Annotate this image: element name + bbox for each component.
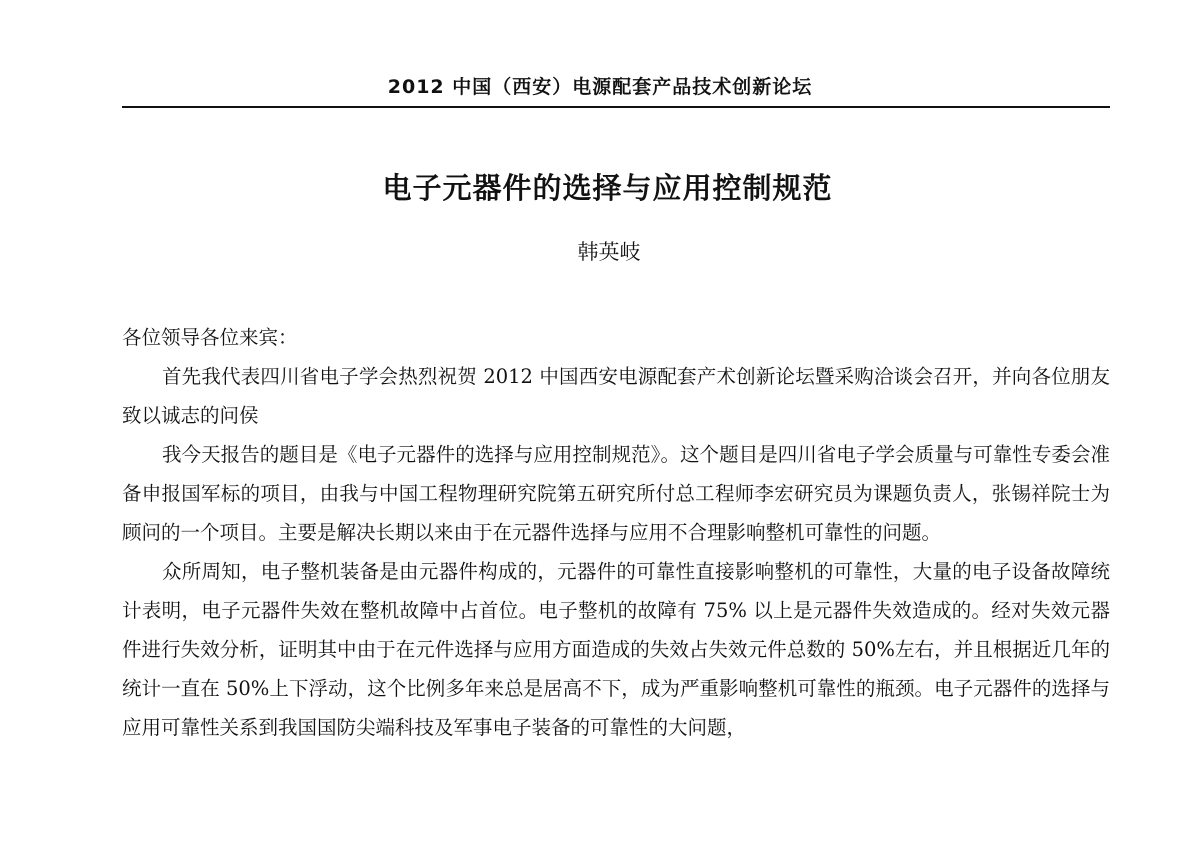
salutation: 各位领导各位来宾： <box>122 326 298 349</box>
article-title: 电子元器件的选择与应用控制规范 <box>382 171 833 205</box>
paragraph-1: 首先我代表四川省电子学会热烈祝贺 2012 中国西安电源配套产术创新论坛暨采购洽谈会召开，并向各位朋友致以诚志的问侯 <box>122 365 1110 427</box>
header-rule <box>122 106 1110 108</box>
running-head: 2012 中国（西安）电源配套产品技术创新论坛 <box>387 76 813 98</box>
article-author: 韩英岐 <box>577 240 641 264</box>
paragraph-3: 众所周知，电子整机装备是由元器件构成的，元器件的可靠性直接影响整机的可靠性，大量的电子设备故障统计表明，电子元器件失效在整机故障中占首位。电子整机的故障有 75% 以上是元器件失效造成的。经对失效元器件进行失效分析，证明其中由于在元件选择与应用方面造成的失效占失效元件总数的 50%左右，并且根据近几年的统计一直在 50%上下浮动，这个比例多年来总是居高不下，成为严重影响整机可靠性的瓶颈。电子元器件的选择与应用可靠性关系到我国国防尖端科技及军事电子装备的可靠性的大问题， <box>122 560 1110 739</box>
paragraph-2: 我今天报告的题目是《电子元器件的选择与应用控制规范》。这个题目是四川省电子学会质量与可靠性专委会准备申报国军标的项目，由我与中国工程物理研究院第五研究所付总工程师李宏研究员为课题负责人，张锡祥院士为顾问的一个项目。主要是解决长期以来由于在元器件选择与应用不合理影响整机可靠性的问题。 <box>122 443 1110 544</box>
article-body <box>122 318 1110 747</box>
